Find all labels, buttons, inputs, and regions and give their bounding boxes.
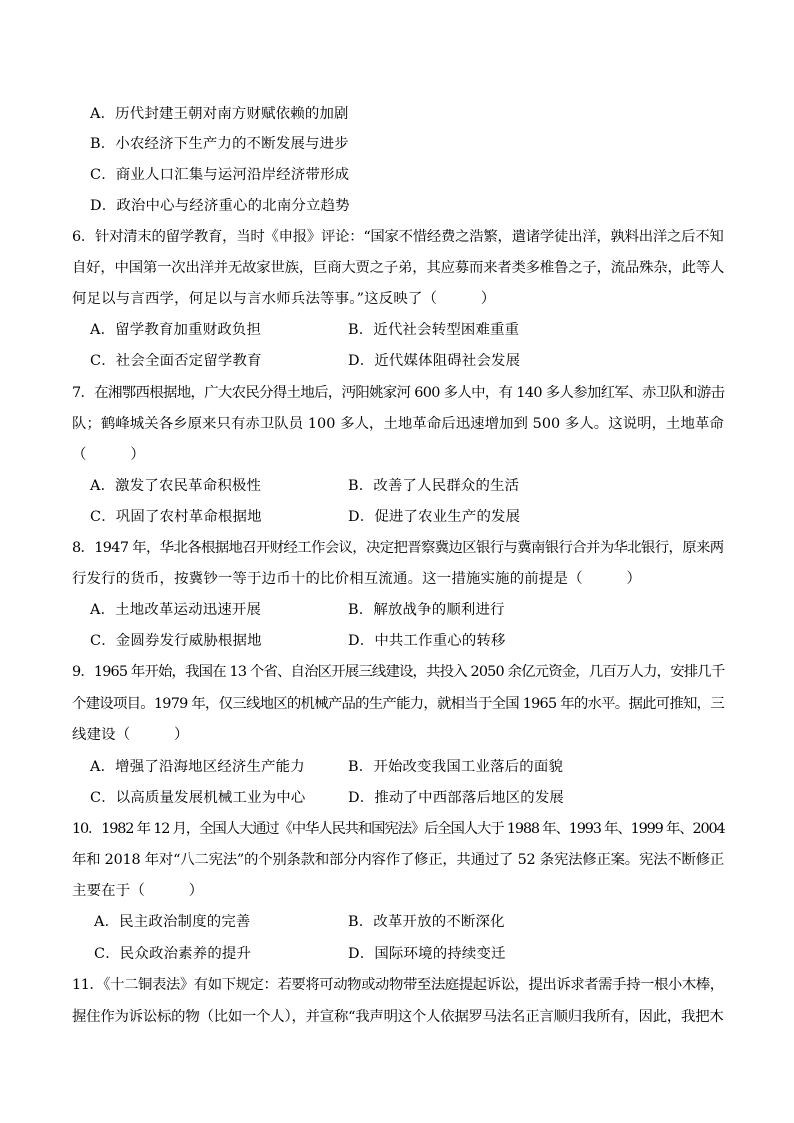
q8-option-a: A．土地改革运动迅速开展 bbox=[90, 602, 262, 618]
q10-option-c: C．民众政治素养的提升 bbox=[94, 946, 252, 962]
q6-option-c: C．社会全面否定留学教育 bbox=[90, 353, 262, 369]
q7-stem-line-3: （ ） bbox=[72, 447, 145, 463]
q7-stem-line-2: 队；鹤峰城关各乡原来只有赤卫队员 100 多人，土地革命后迅速增加到 500 多人。这说明，土地革命 bbox=[72, 416, 724, 432]
q6-option-a: A．留学教育加重财政负担 bbox=[90, 322, 262, 338]
q10-option-a: A．民主政治制度的完善 bbox=[94, 914, 251, 930]
q10-option-d: D．国际环境的持续变迁 bbox=[348, 946, 506, 962]
q10-stem-line-1: 10．1982 年 12 月，全国人大通过《中华人民共和国宪法》后全国人大于 1988 年、1993 年、1999 年、2004 bbox=[72, 821, 725, 837]
q10-stem-line-3: 主要在于（ ） bbox=[72, 883, 204, 899]
q8-option-d: D．中共工作重心的转移 bbox=[348, 633, 506, 649]
q7-option-c: C．巩固了农村革命根据地 bbox=[90, 509, 262, 525]
q8-option-b: B．解放战争的顺利进行 bbox=[348, 602, 505, 618]
q9-option-c: C．以高质量发展机械工业为中心 bbox=[90, 790, 306, 806]
q7-stem-line-1: 7．在湘鄂西根据地，广大农民分得土地后，沔阳姚家河 600 多人中，有 140 多人参加红军、赤卫队和游击 bbox=[72, 385, 725, 401]
q7-option-d: D．促进了农业生产的发展 bbox=[348, 509, 521, 525]
q7-option-a: A．激发了农民革命积极性 bbox=[90, 478, 262, 494]
q5-option-c: C．商业人口汇集与运河沿岸经济带形成 bbox=[90, 167, 350, 183]
q9-stem-line-1: 9．1965 年开始，我国在 13 个省、自治区开展三线建设，共投入 2050 余亿元资金，几百万人力，安排几千 bbox=[72, 664, 725, 680]
q10-option-b: B．改革开放的不断深化 bbox=[348, 914, 505, 930]
q5-option-d: D．政治中心与经济重心的北南分立趋势 bbox=[90, 198, 350, 214]
q8-stem-line-1: 8．1947 年，华北各根据地召开财经工作会议，决定把晋察冀边区银行与冀南银行合并为华北银行，原来两 bbox=[72, 540, 724, 556]
q11-stem-line-1: 11．《十二铜表法》有如下规定：若要将可动物或动物带至法庭提起诉讼，提出诉求者需手持一根小木棒， bbox=[72, 977, 724, 993]
q9-option-b: B．开始改变我国工业落后的面貌 bbox=[348, 759, 564, 775]
q6-option-b: B．近代社会转型困难重重 bbox=[348, 322, 520, 338]
q8-option-c: C．金圆券发行威胁根据地 bbox=[90, 633, 262, 649]
q6-stem-line-2: 自好，中国第一次出洋并无故家世族，巨商大贾之子弟，其应募而来者类多椎鲁之子，流品殊杂，此等人 bbox=[72, 260, 725, 276]
q11-stem-line-2: 握住作为诉讼标的物（比如一个人），并宣称“我声明这个人依据罗马法名正言顺归我所有，因此，我把木 bbox=[72, 1009, 724, 1025]
q6-option-d: D．近代媒体阻碍社会发展 bbox=[348, 353, 521, 369]
q7-option-b: B．改善了人民群众的生活 bbox=[348, 478, 520, 494]
q6-stem-line-1: 6．针对清末的留学教育，当时《申报》评论：“国家不惜经费之浩繁，遣诸学徒出洋，孰料出洋之后不知 bbox=[72, 229, 724, 245]
q10-stem-line-2: 年和 2018 年对“八二宪法”的个别条款和部分内容作了修正，共通过了 52 条宪法修正案。宪法不断修正 bbox=[72, 852, 724, 868]
q9-option-d: D．推动了中西部落后地区的发展 bbox=[348, 790, 565, 806]
q9-option-a: A．增强了沿海地区经济生产能力 bbox=[90, 759, 305, 775]
q8-stem-line-2: 行发行的货币，按冀钞一等于边币十的比价相互流通。这一措施实施的前提是（ ） bbox=[72, 571, 642, 587]
q9-stem-line-2: 个建设项目。1979 年，仅三线地区的机械产品的生产能力，就相当于全国 1965 年的水平。据此可推知，三 bbox=[72, 696, 724, 712]
q5-option-b: B．小农经济下生产力的不断发展与进步 bbox=[90, 136, 349, 152]
q5-option-a: A．历代封建王朝对南方财赋依赖的加剧 bbox=[90, 106, 349, 122]
q9-stem-line-3: 线建设（ ） bbox=[72, 727, 189, 743]
q6-stem-line-3: 何足以与言西学，何足以与言水师兵法等事。”这反映了（ ） bbox=[72, 291, 496, 307]
